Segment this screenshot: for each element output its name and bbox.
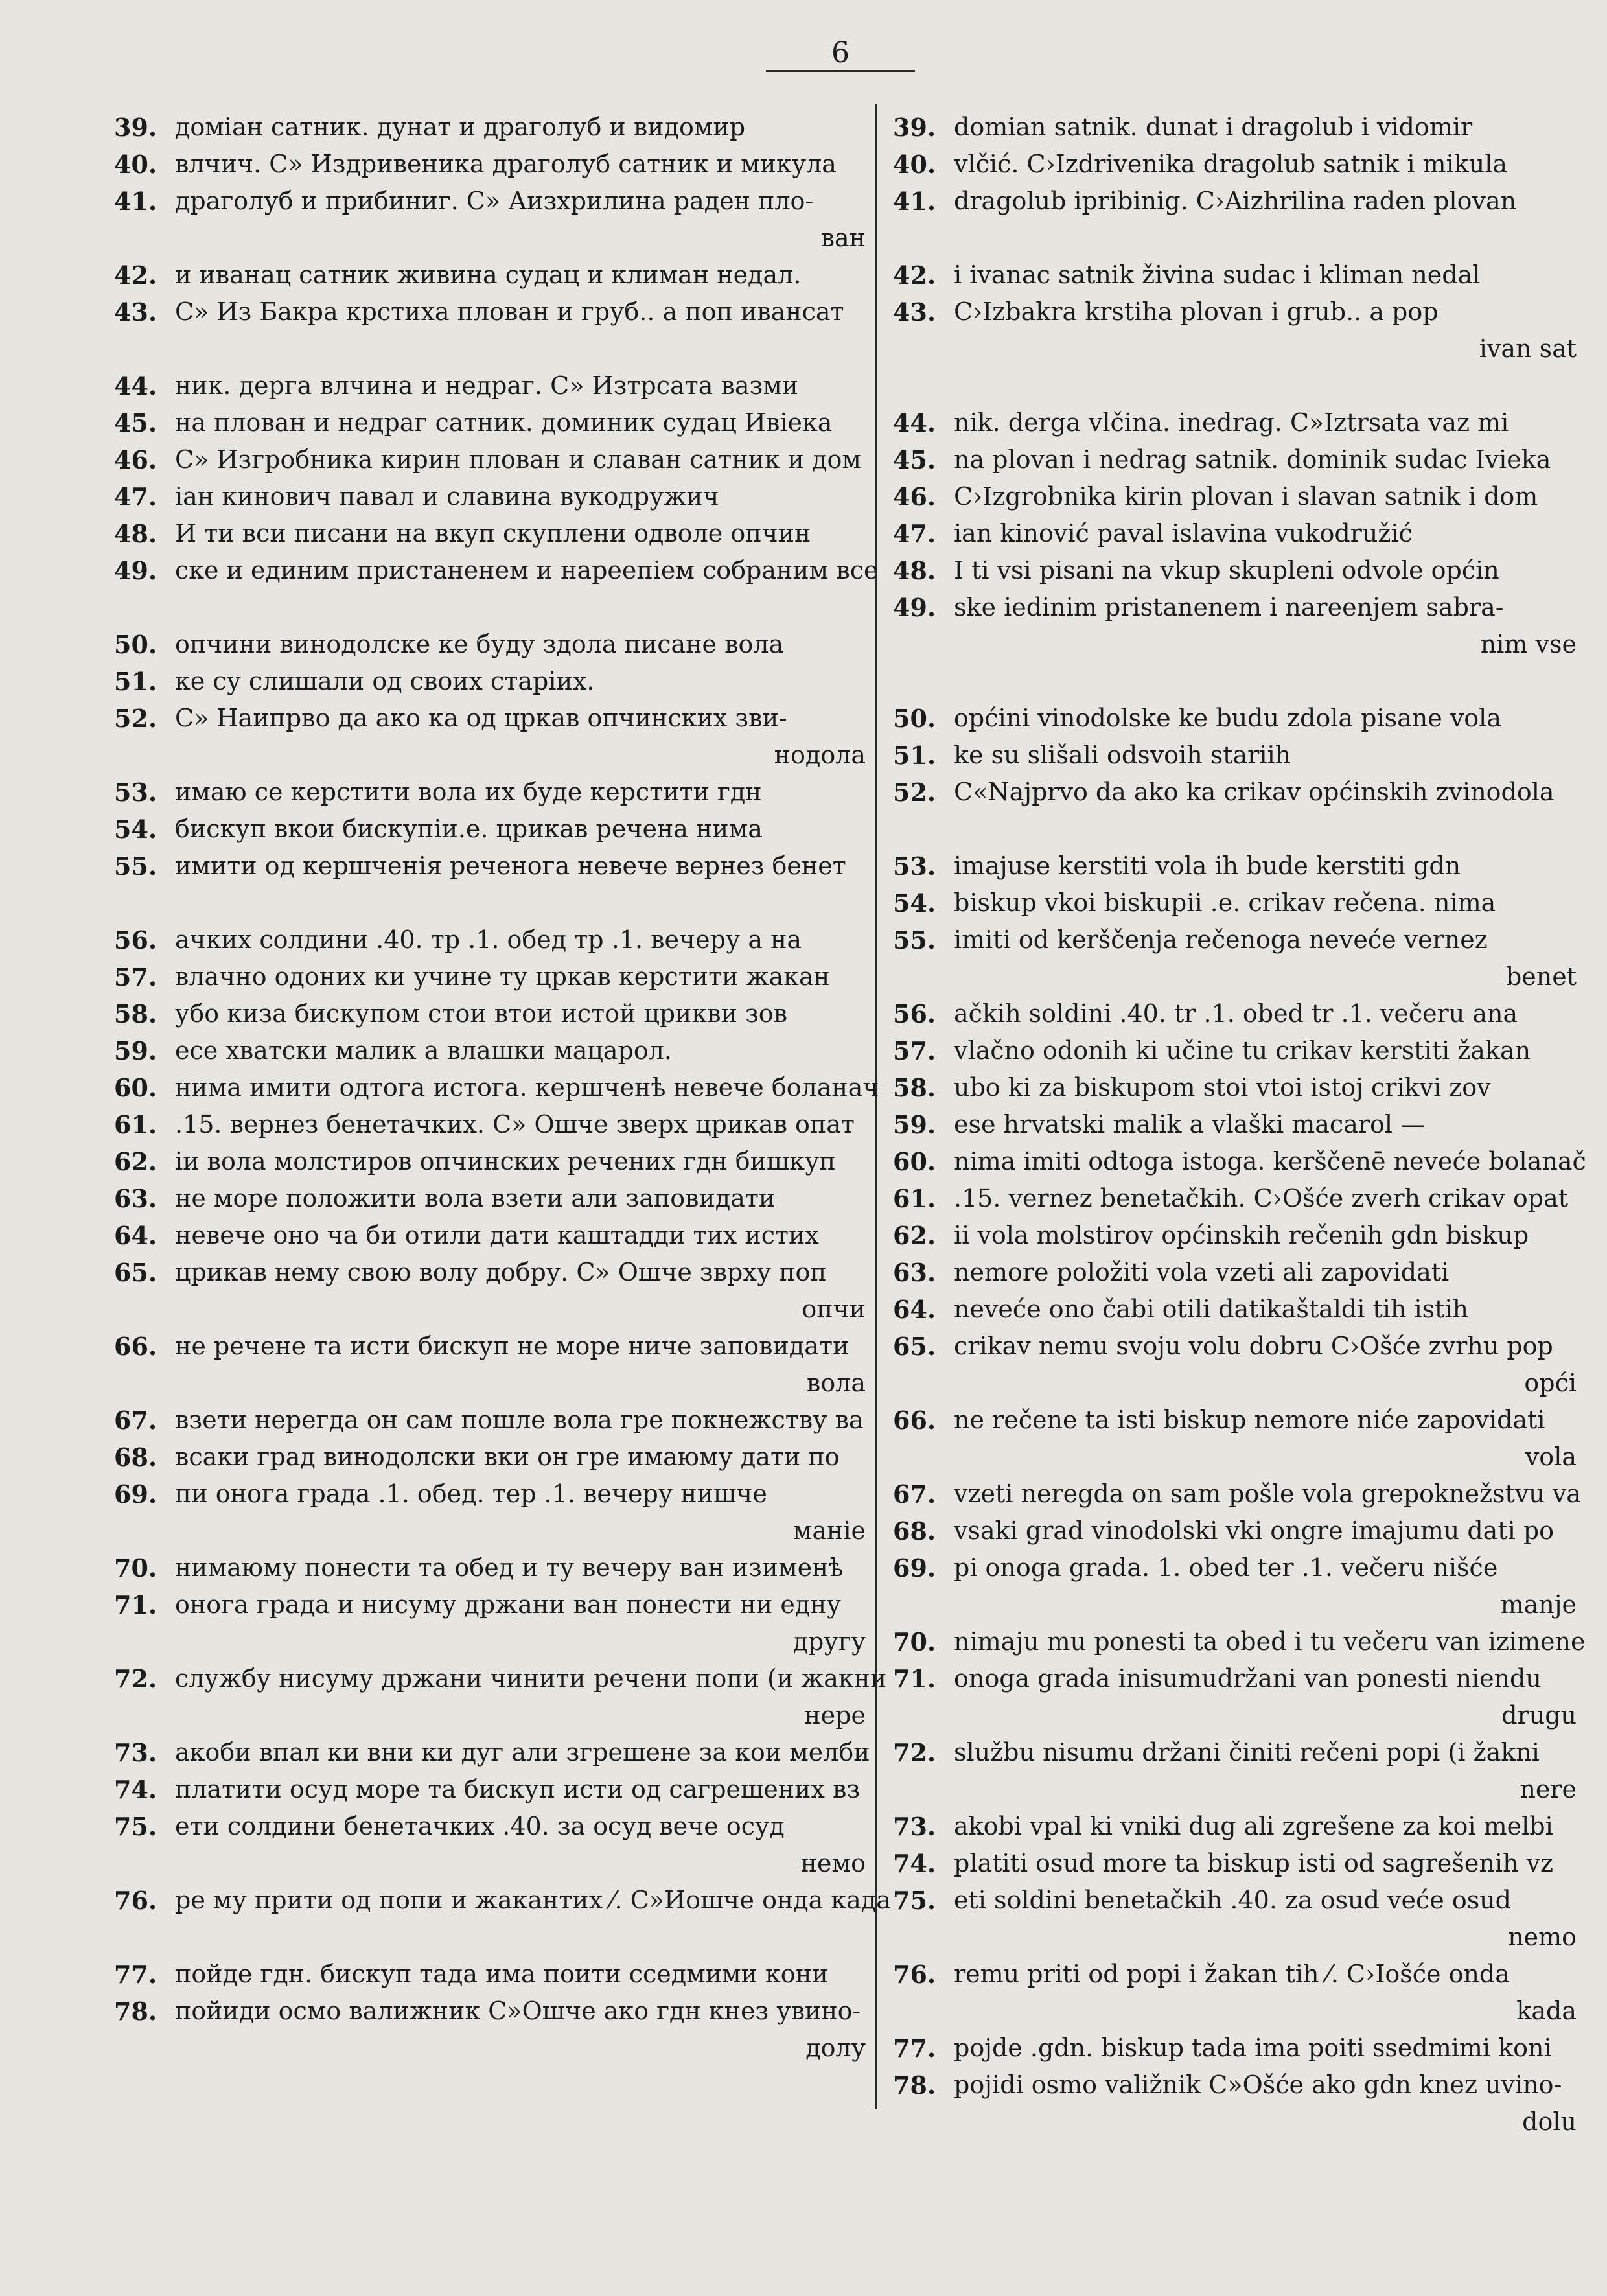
continuation-text: нодола: [774, 741, 866, 769]
line-continuation: [893, 330, 1577, 367]
line-number: 66.: [893, 1406, 936, 1435]
line-text: пи онога града .1. обед. тер .1. вечеру нишче: [175, 1479, 767, 1508]
line-text: eti soldini benetačkih .40. za osud veće osud: [954, 1886, 1512, 1914]
line-text: ке су слишали од своих старіих.: [175, 667, 595, 695]
line-spacer: [893, 220, 1577, 257]
text-line: [893, 1291, 1577, 1328]
line-number: 48.: [114, 519, 157, 548]
line-text: пойде гдн. бискуп тада има поити сседмими кони: [175, 1960, 829, 1988]
line-text: ske iedinim pristanenem i nareenjem sabra-: [954, 593, 1504, 621]
text-line: [114, 552, 879, 589]
line-number: 76.: [114, 1886, 157, 1915]
text-line: [893, 2030, 1577, 2067]
text-line: [114, 922, 866, 958]
continuation-text: ван: [820, 224, 866, 252]
line-number: 40.: [893, 150, 936, 179]
text-line: [893, 1328, 1577, 1365]
line-number: 67.: [893, 1479, 936, 1509]
line-number: 53.: [893, 852, 936, 881]
text-line: [114, 1217, 866, 1254]
text-line: [114, 441, 866, 478]
line-number: 42.: [114, 261, 157, 290]
line-text: neveće ono čabi otili datikaštaldi tih istih: [954, 1295, 1469, 1323]
line-text: pojidi osmo valižnik C»Ošće ako gdn knez uvino-: [954, 2070, 1562, 2099]
cyrillic-column: [114, 109, 891, 2067]
line-text: имити од кершченія реченога невече вернез бенет: [175, 852, 846, 880]
line-spacer: [893, 811, 1577, 848]
text-line: [893, 922, 1577, 958]
line-text: пойиди осмо валижник С»Ошче ако гдн кнез увино-: [175, 1997, 861, 2025]
line-text: црикав нему свою волу добру. С» Ошче зврху поп: [175, 1258, 827, 1286]
line-number: 45.: [114, 408, 157, 437]
line-number: 50.: [114, 630, 157, 659]
continuation-text: nemo: [1508, 1923, 1577, 1951]
latin-column: [893, 109, 1586, 2140]
line-text: nik. derga vlčina. inedrag. C»Iztrsata vaz mi: [954, 408, 1509, 437]
text-line: [893, 1845, 1577, 1882]
text-line: [114, 1586, 866, 1623]
line-text: ačkih soldini .40. tr .1. obed tr .1. večeru ana: [954, 999, 1518, 1028]
text-line: [114, 1032, 866, 1069]
text-line: [114, 404, 866, 441]
line-number: 66.: [114, 1332, 157, 1361]
continuation-text: немо: [800, 1849, 866, 1877]
line-text: ске и единим пристаненем и нареепіем собраним все: [175, 556, 879, 585]
line-number: 59.: [114, 1036, 157, 1065]
line-text: іи вола молстиров опчинских речених гдн бишкуп: [175, 1147, 836, 1176]
text-line: [893, 109, 1577, 146]
line-text: općini vinodolske ke budu zdola pisane vola: [954, 704, 1501, 732]
text-line: [893, 1032, 1577, 1069]
line-number: 43.: [114, 297, 157, 327]
continuation-text: kada: [1516, 1997, 1577, 2025]
text-line: [114, 1476, 866, 1513]
text-line: [114, 1328, 866, 1365]
line-number: 63.: [114, 1184, 157, 1213]
line-number: 44.: [114, 371, 157, 400]
text-line: [114, 1402, 866, 1439]
text-line: [893, 700, 1577, 737]
text-line: [893, 1956, 1577, 1993]
continuation-text: nere: [1520, 1775, 1577, 1803]
line-continuation: [893, 1439, 1577, 1476]
line-number: 39.: [893, 113, 936, 142]
text-line: [893, 1513, 1577, 1549]
line-text: ian kinović paval islavina vukodružić: [954, 519, 1413, 548]
line-number: 43.: [893, 297, 936, 327]
line-number: 55.: [114, 852, 157, 881]
line-text: imiti od kerščenja rečenoga neveće vernez: [954, 925, 1488, 954]
line-number: 57.: [893, 1036, 936, 1065]
line-continuation: [114, 2030, 866, 2067]
line-text: драголуб и прибиниг. С» Аизхрилина раден пло-: [175, 187, 814, 215]
line-number: 62.: [893, 1221, 936, 1250]
line-continuation: [114, 737, 866, 774]
line-continuation: [893, 1365, 1577, 1402]
continuation-text: нере: [804, 1701, 866, 1730]
line-text: na plovan i nedrag satnik. dominik sudac Ivieka: [954, 445, 1551, 474]
line-number: 47.: [114, 482, 157, 511]
line-text: ne rečene ta isti biskup nemore niće zapovidati: [954, 1406, 1545, 1434]
line-number: 62.: [114, 1147, 157, 1176]
line-number: 69.: [114, 1479, 157, 1509]
line-number: 73.: [893, 1812, 936, 1841]
line-continuation: [114, 1365, 866, 1402]
text-line: [114, 478, 866, 515]
line-number: 74.: [893, 1849, 936, 1878]
text-line: [114, 1180, 866, 1217]
text-line: [114, 848, 866, 885]
line-number: 50.: [893, 704, 936, 733]
text-line: [893, 848, 1577, 885]
line-number: 56.: [893, 999, 936, 1028]
line-text: опчини винодолске ке буду здола писане вола: [175, 630, 784, 658]
line-number: 48.: [893, 556, 936, 585]
line-text: nimaju mu ponesti ta obed i tu večeru van izimene: [954, 1627, 1586, 1656]
line-spacer: [893, 663, 1577, 700]
line-number: 57.: [114, 962, 157, 991]
line-text: ubo ki za biskupom stoi vtoi istoj crikvi zov: [954, 1073, 1491, 1102]
line-text: ачких солдини .40. тр .1. обед тр .1. вечеру а на: [175, 925, 802, 954]
line-text: onoga grada inisumudržani van ponesti niendu: [954, 1664, 1542, 1693]
text-line: [893, 552, 1577, 589]
line-text: domian satnik. dunat i dragolub i vidomir: [954, 113, 1473, 141]
line-text: И ти вси писани на вкуп скуплени одволе опчин: [175, 519, 811, 548]
text-line: [114, 1734, 870, 1771]
text-line: [114, 1439, 866, 1476]
line-number: 55.: [893, 925, 936, 955]
line-number: 73.: [114, 1738, 157, 1767]
text-line: [114, 1808, 866, 1845]
line-number: 75.: [114, 1812, 157, 1841]
text-line: [893, 183, 1577, 220]
line-number: 63.: [893, 1258, 936, 1287]
text-line: [114, 294, 866, 330]
line-continuation: [893, 1919, 1577, 1956]
text-line: [893, 257, 1577, 294]
line-text: ese hrvatski malik a vlaški macarol —: [954, 1110, 1426, 1139]
line-number: 41.: [893, 187, 936, 216]
line-text: vsaki grad vinodolski vki ongre imajumu dati po: [954, 1516, 1555, 1545]
line-text: акоби впал ки вни ки дуг али згрешене за кои мелби: [175, 1738, 870, 1767]
line-number: 77.: [893, 2034, 936, 2063]
line-text: C›Izbakra krstiha plovan i grub.. a pop: [954, 297, 1439, 326]
continuation-text: nim vse: [1480, 630, 1577, 658]
text-line: [893, 737, 1577, 774]
line-number: 39.: [114, 113, 157, 142]
line-text: доміан сатник. дунат и драголуб и видомир: [175, 113, 746, 141]
line-text: ник. дерга влчина и недраг. С» Изтрсата вазми: [175, 371, 799, 400]
line-number: 60.: [893, 1147, 936, 1176]
text-line: [893, 1069, 1577, 1106]
column-divider: [875, 104, 877, 2109]
line-text: .15. вернез бенетачких. С» Ошче зверх црикав опат: [175, 1110, 855, 1139]
text-line: [893, 441, 1577, 478]
text-line: [893, 1808, 1577, 1845]
line-text: службу нисуму држани чинити речени попи (и жакни: [175, 1664, 887, 1693]
line-text: С» Изгробника кирин плован и славан сатник и дом: [175, 445, 861, 474]
text-line: [893, 1882, 1577, 1919]
line-text: platiti osud more ta biskup isti od sagrešenih vz: [954, 1849, 1554, 1877]
text-line: [893, 1476, 1581, 1513]
text-line: [114, 257, 866, 294]
line-text: vzeti neregda on sam pošle vola grepoknežstvu va: [954, 1479, 1581, 1508]
text-line: [114, 109, 866, 146]
line-number: 49.: [893, 593, 936, 622]
text-line: [893, 1254, 1577, 1291]
line-text: dragolub ipribinig. C›Aizhrilina raden plovan: [954, 187, 1517, 215]
text-line: [893, 885, 1577, 922]
text-line: [893, 294, 1577, 330]
line-continuation: [893, 1771, 1577, 1808]
text-line: [114, 700, 866, 737]
text-line: [893, 478, 1577, 515]
line-spacer: [114, 589, 866, 626]
continuation-text: drugu: [1501, 1701, 1577, 1730]
text-line: [893, 1734, 1577, 1771]
line-number: 51.: [893, 741, 936, 770]
line-text: C›Izgrobnika kirin plovan i slavan satnik i dom: [954, 482, 1538, 511]
continuation-text: другу: [792, 1627, 866, 1656]
line-text: не речене та исти бискуп не море ниче заповидати: [175, 1332, 850, 1360]
line-number: 47.: [893, 519, 936, 548]
line-text: на плован и недраг сатник. доминик судац Ивіека: [175, 408, 833, 437]
text-line: [893, 1402, 1577, 1439]
text-line: [893, 1180, 1577, 1217]
line-number: 54.: [893, 888, 936, 918]
line-text: взети нерегда он сам пошле вола гре покнежству ва: [175, 1406, 864, 1434]
line-text: ре му прити од попи и жакантих ⁄. С»Иошче онда када: [175, 1886, 891, 1914]
text-line: [114, 626, 866, 663]
line-number: 52.: [893, 778, 936, 807]
line-number: 61.: [893, 1184, 936, 1213]
line-text: С» Из Бакра крстиха плован и груб.. а поп ивансат: [175, 297, 844, 326]
line-number: 59.: [893, 1110, 936, 1139]
line-number: 61.: [114, 1110, 157, 1139]
line-spacer: [114, 330, 866, 367]
line-number: 40.: [114, 150, 157, 179]
line-text: убо киза бискупом стои втои истой црикви зов: [175, 999, 788, 1028]
text-line: [893, 2067, 1577, 2104]
line-number: 64.: [114, 1221, 157, 1250]
text-line: [893, 146, 1577, 183]
line-text: vlačno odonih ki učine tu crikav kerstiti žakan: [954, 1036, 1531, 1065]
line-text: С» Наипрво да ако ка од цркав опчинских зви-: [175, 704, 787, 732]
line-text: ети солдини бенетачких .40. за осуд вече осуд: [175, 1812, 785, 1840]
line-text: ii vola molstirov općinskih rečenih gdn biskup: [954, 1221, 1529, 1249]
page-number: 6: [831, 36, 850, 69]
line-number: 42.: [893, 261, 936, 290]
line-text: nemore položiti vola vzeti ali zapovidati: [954, 1258, 1450, 1286]
text-line: [893, 1106, 1577, 1143]
line-number: 71.: [893, 1664, 936, 1693]
text-line: [893, 774, 1577, 811]
line-number: 72.: [114, 1664, 157, 1693]
line-number: 58.: [114, 999, 157, 1028]
line-number: 72.: [893, 1738, 936, 1767]
line-text: i ivanac satnik živina sudac i kliman nedal: [954, 261, 1481, 289]
line-text: akobi vpal ki vniki dug ali zgrešene za koi melbi: [954, 1812, 1553, 1840]
text-line: [114, 1771, 866, 1808]
line-number: 45.: [893, 445, 936, 474]
line-spacer: [114, 1919, 866, 1956]
text-line: [114, 1882, 891, 1919]
continuation-text: opći: [1524, 1369, 1577, 1397]
line-text: и иванац сатник живина судац и климан недал.: [175, 261, 802, 289]
line-text: невече оно ча би отили дати каштадди тих истих: [175, 1221, 819, 1249]
text-line: [114, 146, 866, 183]
line-number: 68.: [893, 1516, 936, 1546]
line-number: 70.: [114, 1553, 157, 1583]
line-text: онога града и нисуму држани ван понести ни едну: [175, 1590, 842, 1619]
line-continuation: [114, 1845, 866, 1882]
line-continuation: [114, 1697, 866, 1734]
line-number: 67.: [114, 1406, 157, 1435]
line-number: 46.: [114, 445, 157, 474]
line-number: 71.: [114, 1590, 157, 1619]
text-line: [114, 995, 866, 1032]
line-text: pojde .gdn. biskup tada ima poiti ssedmimi koni: [954, 2034, 1552, 2062]
line-text: .15. vernez benetačkih. C›Ošće zverh crikav opat: [954, 1184, 1568, 1212]
line-number: 60.: [114, 1073, 157, 1102]
line-text: I ti vsi pisani na vkup skupleni odvole općin: [954, 556, 1499, 585]
text-line: [114, 515, 866, 552]
text-line: [893, 404, 1577, 441]
line-number: 53.: [114, 778, 157, 807]
continuation-text: опчи: [802, 1295, 866, 1323]
line-number: 58.: [893, 1073, 936, 1102]
line-text: C«Najprvo da ako ka crikav općinskih zvinodola: [954, 778, 1555, 806]
line-continuation: [114, 1623, 866, 1660]
line-text: іан кинович павал и славина вукодружич: [175, 482, 719, 511]
line-number: 74.: [114, 1775, 157, 1804]
line-text: biskup vkoi biskupii .e. crikav rečena. nima: [954, 888, 1496, 917]
line-text: remu priti od popi i žakan tih ⁄. C›Iošće onda: [954, 1960, 1510, 1988]
line-text: нима имити одтога истога. кершченѣ невече боланач: [175, 1073, 879, 1102]
continuation-text: вола: [806, 1369, 866, 1397]
text-line: [114, 774, 866, 811]
line-number: 56.: [114, 925, 157, 955]
line-continuation: [893, 2104, 1577, 2140]
line-continuation: [893, 1586, 1577, 1623]
line-spacer: [893, 367, 1577, 404]
text-line: [114, 1993, 866, 2030]
text-line: [893, 1217, 1577, 1254]
line-text: službu nisumu držani činiti rečeni popi (i žakni: [954, 1738, 1540, 1767]
line-text: pi onoga grada. 1. obed ter .1. večeru nišće: [954, 1553, 1498, 1582]
line-continuation: [114, 220, 866, 257]
line-number: 64.: [893, 1295, 936, 1324]
line-text: nima imiti odtoga istoga. kerščenē neveće bolanač: [954, 1147, 1586, 1176]
text-line: [114, 367, 866, 404]
text-line: [114, 1254, 866, 1291]
top-rule: [766, 70, 915, 72]
line-text: ke su slišali odsvoih stariih: [954, 741, 1291, 769]
line-number: 77.: [114, 1960, 157, 1989]
text-line: [893, 589, 1577, 626]
line-text: vlčić. C›Izdrivenika dragolub satnik i mikula: [954, 150, 1508, 178]
line-number: 52.: [114, 704, 157, 733]
text-line: [114, 1143, 866, 1180]
line-number: 68.: [114, 1443, 157, 1472]
line-number: 65.: [114, 1258, 157, 1287]
line-text: влчич. С» Издривеника драголуб сатник и микула: [175, 150, 837, 178]
continuation-text: dolu: [1522, 2107, 1577, 2136]
continuation-text: маніе: [792, 1516, 866, 1545]
line-text: имаю се керстити вола их буде керстити гдн: [175, 778, 762, 806]
text-line: [114, 1106, 866, 1143]
text-line: [893, 995, 1577, 1032]
text-line: [114, 183, 866, 220]
line-text: imajuse kerstiti vola ih bude kerstiti gdn: [954, 852, 1461, 880]
text-line: [893, 515, 1577, 552]
text-line: [893, 1143, 1586, 1180]
line-number: 41.: [114, 187, 157, 216]
line-continuation: [893, 958, 1577, 995]
line-text: crikav nemu svoju volu dobru C›Ošće zvrhu pop: [954, 1332, 1553, 1360]
continuation-text: vola: [1525, 1443, 1577, 1471]
continuation-text: manje: [1500, 1590, 1577, 1619]
text-line: [114, 663, 866, 700]
line-spacer: [114, 885, 866, 922]
line-number: 75.: [893, 1886, 936, 1915]
text-line: [114, 1660, 887, 1697]
line-number: 69.: [893, 1553, 936, 1583]
line-number: 70.: [893, 1627, 936, 1656]
line-continuation: [114, 1513, 866, 1549]
continuation-text: долу: [805, 2034, 866, 2062]
line-number: 78.: [893, 2070, 936, 2100]
line-text: влачно одоних ки учине ту цркав керстити жакан: [175, 962, 830, 991]
text-line: [114, 1549, 866, 1586]
line-number: 76.: [893, 1960, 936, 1989]
text-line: [893, 1623, 1586, 1660]
continuation-text: benet: [1505, 962, 1577, 991]
text-line: [893, 1549, 1577, 1586]
line-text: платити осуд море та бискуп исти од сагрешених вз: [175, 1775, 861, 1803]
line-number: 49.: [114, 556, 157, 585]
line-text: есе хватски малик а влашки мацарол.: [175, 1036, 672, 1065]
line-continuation: [893, 1993, 1577, 2030]
line-text: не море положити вола взети али заповидати: [175, 1184, 776, 1212]
line-text: нимаюму понести та обед и ту вечеру ван изименѣ: [175, 1553, 844, 1582]
line-number: 78.: [114, 1997, 157, 2026]
text-line: [114, 1069, 879, 1106]
line-text: бискуп вкои бискупіи.е. црикав речена нима: [175, 815, 763, 843]
line-number: 65.: [893, 1332, 936, 1361]
line-text: всаки град винодолски вки он гре имаюму дати по: [175, 1443, 840, 1471]
line-number: 46.: [893, 482, 936, 511]
line-continuation: [893, 1697, 1577, 1734]
text-line: [114, 958, 866, 995]
text-line: [114, 1956, 866, 1993]
text-line: [114, 811, 866, 848]
line-number: 44.: [893, 408, 936, 437]
text-line: [893, 1660, 1577, 1697]
line-continuation: [893, 626, 1577, 663]
line-number: 54.: [114, 815, 157, 844]
continuation-text: ivan sat: [1479, 334, 1577, 363]
line-number: 51.: [114, 667, 157, 696]
line-continuation: [114, 1291, 866, 1328]
